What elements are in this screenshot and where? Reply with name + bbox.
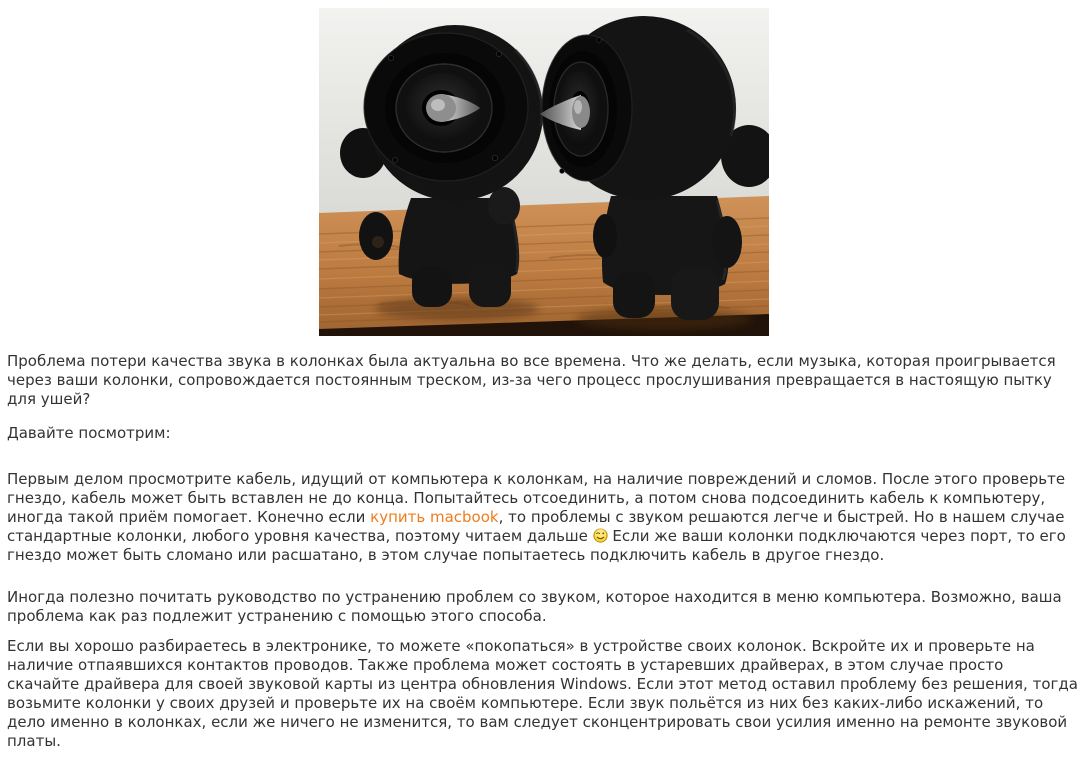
cable-text-before-link: Первым делом просмотрите кабель, идущий от компьютера к колонкам, на наличие повреждений и сломов. После этого проверьте гнездо, кабель может быть вставлен не до конца. Попытайтесь отсоединить, а потом снова подсоединить кабель к компьютеру, иногда такой приём помогает. Конечно если: [7, 470, 1066, 526]
cable-text-after-smiley: Если же ваши колонки подключаются через порт, то его гнездо может быть сломано или расшатано, в этом случае попытаетесь подключить кабель в другое гнездо.: [7, 527, 1066, 564]
paragraph-cable: [7, 470, 1080, 565]
paragraph-intro: Проблема потери качества звука в колонках была актуальна во все времена. Что же делать, если музыка, которая проигрывается через ваши колонки, сопровождается постоянным треском, из-за чего процесс прослушивания превращается в настоящую пытку для ушей?: [7, 352, 1056, 408]
paragraph-manual: Иногда полезно почитать руководство по устранению проблем со звуком, которое находится в меню компьютера. Возможно, ваша проблема как раз подлежит устранению с помощью этого способа.: [7, 588, 1062, 625]
speakers-photo: [319, 8, 769, 336]
speakers-photo-image: [319, 8, 769, 336]
article-body: [0, 8, 1087, 757]
paragraph-lets-see: Давайте посмотрим:: [7, 424, 171, 442]
buy-macbook-link[interactable]: купить macbook: [370, 508, 499, 526]
wink-smiley-icon: [593, 528, 608, 543]
paragraph-electronics: Если вы хорошо разбираетесь в электронике, то можете «покопаться» в устройстве своих колонок. Вскройте их и проверьте на наличие отпаявшихся контактов проводов. Также проблема может состоять в устаревших драйверах, в этом случае просто скачайте драйвера для своей звуковой карты из центра обновления Windows. Если этот метод оставил проблему без решения, тогда возьмите колонки у своих друзей и проверьте их на своём компьютере. Если звук польётся из них без каких-либо искажений, то дело именно в колонках, если же ничего не изменится, то вам следует сконцентрировать свои усилия именно на ремонте звуковой платы.: [7, 637, 1078, 750]
cable-text-after-link: , то проблемы с звуком решаются легче и быстрей. Но в нашем случае стандартные колонки, любого уровня качества, поэтому читаем дальше: [7, 508, 1065, 545]
